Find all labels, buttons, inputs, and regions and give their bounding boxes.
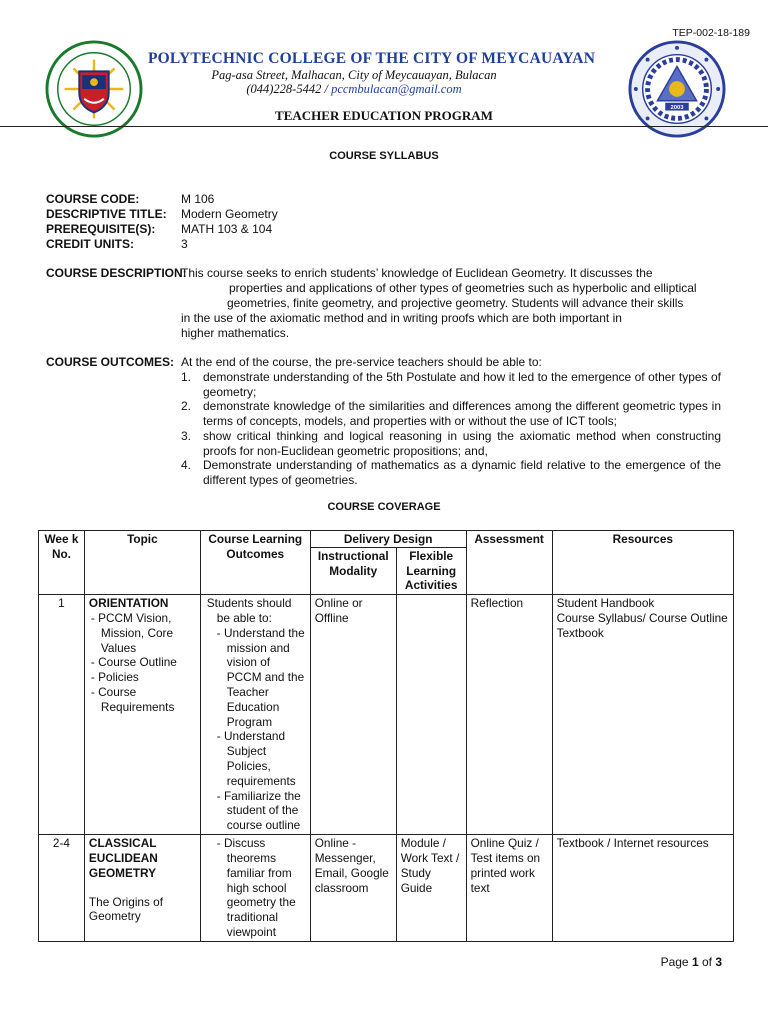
- header-flexible-learning: Flexible Learning Activities: [396, 547, 466, 594]
- header-topic: Topic: [84, 531, 200, 595]
- header-learning-outcomes: Course Learning Outcomes: [200, 531, 310, 595]
- coverage-title: COURSE COVERAGE: [327, 501, 441, 513]
- course-coverage-table: [38, 530, 734, 942]
- modality-cell: Online or Offline: [310, 595, 396, 835]
- college-address: Pag-asa Street, Malhacan, City of Meycauayan, Bulacan: [211, 68, 497, 82]
- college-phone: (044)228-5442 /: [246, 82, 332, 96]
- outcome-item: 3. show critical thinking and logical reasoning in using the axiomatic method when constructing proofs for non-Euclidean geometric propositions; and,: [181, 429, 721, 458]
- list-item: - Familiarize the student of the course outline: [215, 789, 306, 833]
- outcome-item: 4. Demonstrate understanding of mathematics as a dynamic field relative to the emergence of the different types of geometries.: [181, 458, 721, 487]
- resources-cell: Textbook / Internet resources: [552, 835, 733, 942]
- table-row: [39, 595, 734, 835]
- description-line: higher mathematics.: [181, 326, 290, 340]
- resources-cell: Student Handbook Course Syllabus/ Course Outline Textbook: [552, 595, 733, 835]
- document-code: TEP-002-18-189: [672, 27, 750, 39]
- header-assessment: Assessment: [466, 531, 552, 595]
- outcomes-intro: At the end of the course, the pre-service teachers should be able to:: [181, 355, 542, 369]
- list-item: - Understand Subject Policies, requirements: [215, 729, 306, 788]
- description-line: in the use of the axiomatic method and in writing proofs which are both important in: [181, 311, 622, 325]
- list-item: - Course Requirements: [89, 685, 196, 715]
- flexible-cell: [396, 595, 466, 835]
- outcome-item: 2. demonstrate knowledge of the similarities and differences among the different geometric types in terms of concepts, models, and properties with or without the use of ICT tools;: [181, 399, 721, 428]
- description-line: This course seeks to enrich students’ knowledge of Euclidean Geometry. It discusses the: [181, 266, 653, 280]
- assessment-cell: Online Quiz / Test items on printed work text: [466, 835, 552, 942]
- modality-cell: Online - Messenger, Email, Google classroom: [310, 835, 396, 942]
- table-header-row: [39, 531, 734, 548]
- topic-cell: CLASSICAL EUCLIDEAN GEOMETRY The Origins of Geometry: [84, 835, 200, 942]
- college-name: POLYTECHNIC COLLEGE OF THE CITY OF MEYCAUAYAN: [148, 50, 596, 67]
- outcomes-cell: Students should be able to: - Understand the mission and vision of PCCM and the Teacher Education Program - Understand Subject Policies, requirements - Familiarize the student of the course outline: [200, 595, 310, 835]
- header-instructional-modality: Instructional Modality: [310, 547, 396, 594]
- outcomes-label: COURSE OUTCOMES:: [46, 355, 175, 369]
- list-item: - Discuss theorems familiar from high school geometry the traditional viewpoint: [215, 836, 306, 940]
- assessment-cell: Reflection: [466, 595, 552, 835]
- college-email: pccmbulacan@gmail.com: [331, 82, 462, 96]
- flexible-cell: Module / Work Text / Study Guide: [396, 835, 466, 942]
- list-item: - Course Outline: [89, 655, 196, 670]
- week-cell: 2-4: [39, 835, 85, 942]
- outcome-item: 1. demonstrate understanding of the 5th Postulate and how it led to the emergence of other types of geometry;: [181, 370, 721, 399]
- header-week: Wee k No.: [39, 531, 85, 595]
- page-number: Page 1 of 3: [660, 955, 722, 969]
- list-item: - Policies: [89, 670, 196, 685]
- header-resources: Resources: [552, 531, 733, 595]
- list-item: - PCCM Vision, Mission, Core Values: [89, 611, 196, 655]
- description-line: properties and applications of other types of geometries such as hyperbolic and elliptical: [229, 281, 697, 295]
- svg-text:2003: 2003: [670, 105, 684, 112]
- description-line: geometries, finite geometry, and projective geometry. Students will advance their skills: [227, 296, 684, 310]
- topic-cell: ORIENTATION - PCCM Vision, Mission, Core Values - Course Outline - Policies - Course Requirements: [84, 595, 200, 835]
- syllabus-title: COURSE SYLLABUS: [329, 150, 439, 162]
- outcomes-cell: [200, 835, 310, 942]
- week-cell: 1: [39, 595, 85, 835]
- list-item: - Understand the mission and vision of PCCM and the Teacher Education Program: [215, 626, 306, 730]
- description-label: COURSE DESCRIPTION:: [46, 266, 187, 280]
- header-delivery-design: Delivery Design: [310, 531, 466, 548]
- table-row: [39, 835, 734, 942]
- program-name: TEACHER EDUCATION PROGRAM: [275, 108, 493, 123]
- header-divider: [0, 126, 768, 127]
